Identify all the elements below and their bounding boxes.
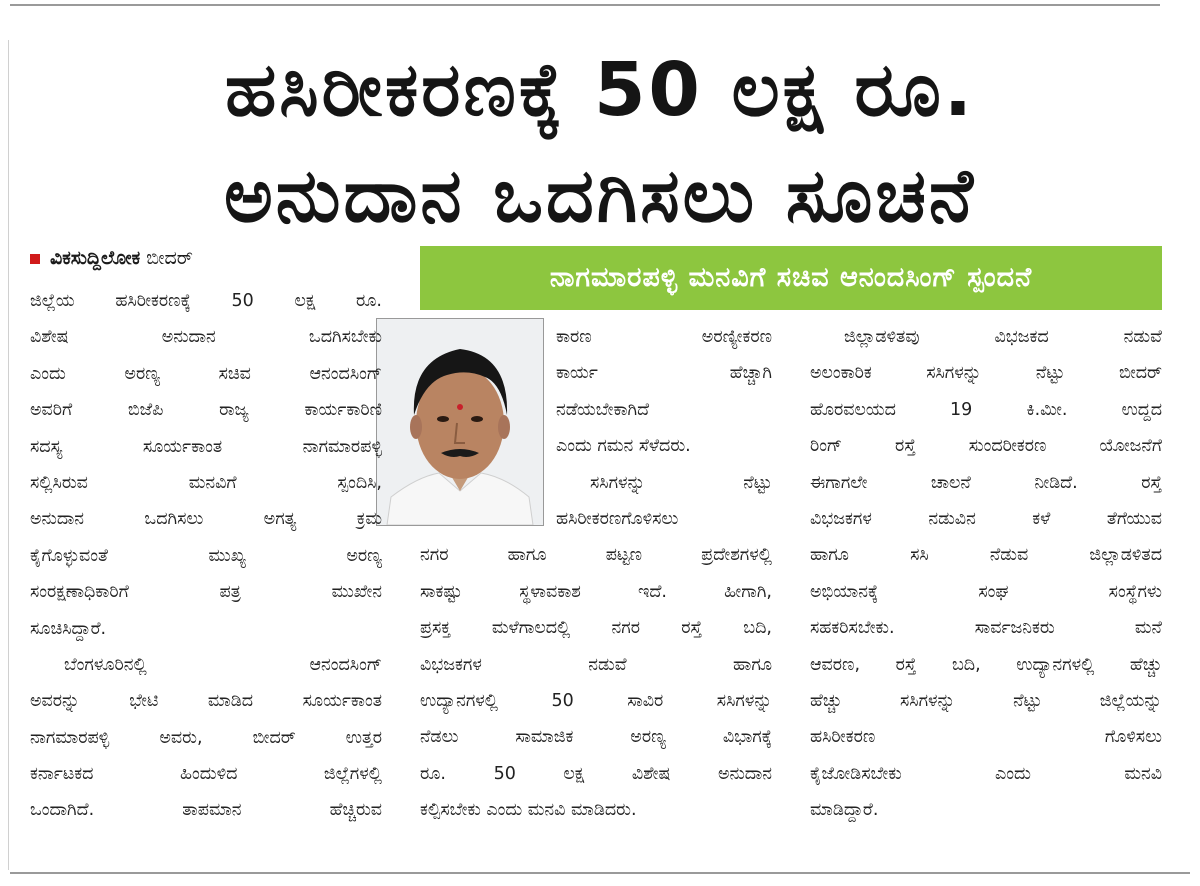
text-line: ಈಗಾಗಲೇ ಚಾಲನೆ ನೀಡಿದೆ. ರಸ್ತೆ [810,472,1162,493]
text-line: ಬೆಂಗಳೂರಿನಲ್ಲಿ ಆನಂದಸಿಂಗ್ [64,654,382,675]
text-line: ಕರ್ನಾಟಕದ ಹಿಂದುಳಿದ ಜಿಲ್ಲೆಗಳಲ್ಲಿ [30,764,382,785]
text-line: ಹಸಿರೀಕರಣಗೊಳಿಸಲು [556,508,679,529]
text-line: ಹಾಗೂ ಸಸಿ ನೆಡುವ ಜಿಲ್ಲಾಡಳಿತದ [810,545,1162,566]
text-line: ಪ್ರಸಕ್ತ ಮಳೆಗಾಲದಲ್ಲಿ ನಗರ ರಸ್ತೆ ಬದಿ, [420,618,772,639]
text-line: ಸಹಕರಿಸಬೇಕು. ಸಾರ್ವಜನಿಕರು ಮನೆ [810,618,1162,639]
text-line: ನೆಡಲು ಸಾಮಾಜಿಕ ಅರಣ್ಯ ವಿಭಾಗಕ್ಕೆ [420,727,772,748]
left-margin-line [8,40,9,870]
text-line: ಸದಸ್ಯ ಸೂರ್ಯಕಾಂತ ನಾಗಮಾರಪಳ್ಳಿ [30,436,382,457]
bottom-rule [10,872,1190,874]
text-line: ಕೈಜೋಡಿಸಬೇಕು ಎಂದು ಮನವಿ [810,763,1162,784]
text-line: ರಿಂಗ್ ರಸ್ತೆ ಸುಂದರೀಕರಣ ಯೋಜನೆಗೆ [810,436,1162,457]
headline-line-1: ಹಸಿರೀಕರಣಕ್ಕೆ 50 ಲಕ್ಷ ರೂ. [225,47,975,133]
byline [30,246,193,270]
text-line: ಹೆಚ್ಚು ಸಸಿಗಳನ್ನು ನೆಟ್ಟು ಜಿಲ್ಲೆಯನ್ನು [810,690,1162,711]
text-line: ಅವರಿಗೆ ಬಿಜೆಪಿ ರಾಜ್ಯ ಕಾರ್ಯಕಾರಿಣಿ [30,400,382,421]
text-line: ಅನುದಾನ ಒದಗಿಸಲು ಅಗತ್ಯ ಕ್ರಮ [30,509,382,530]
text-line: ಹೊರವಲಯದ 19 ಕಿ.ಮೀ. ಉದ್ದದ [810,399,1162,420]
headline-line-2: ಅನುದಾನ ಒದಗಿಸಲು ಸೂಚನೆ [224,153,976,239]
text-line: ಹಸಿರೀಕರಣ ಗೊಳಿಸಲು [810,727,1162,748]
text-line: ಜಿಲ್ಲಾಡಳಿತವು ವಿಭಜಕದ ನಡುವೆ [844,327,1162,347]
text-line: ಉದ್ಯಾನಗಳಲ್ಲಿ 50 ಸಾವಿರ ಸಸಿಗಳನ್ನು [420,690,772,711]
article-column-2 [420,319,772,828]
text-line: ನಾಗಮಾರಪಳ್ಳಿ ಅವರು, ಬೀದರ್ ಉತ್ತರ [30,727,382,748]
subheadline-banner: ನಾಗಮಾರಪಳ್ಳಿ ಮನವಿಗೆ ಸಚಿವ ಆನಂದಸಿಂಗ್ ಸ್ಪಂದನೆ [420,246,1162,310]
text-line: ಸಸಿಗಳನ್ನು ನೆಟ್ಟು [590,472,772,493]
text-line: ನಡೆಯಬೇಕಾಗಿದೆ [556,399,650,420]
text-line: ಕಾರ್ಯ ಹೆಚ್ಚಾಗಿ [556,363,772,384]
text-line: ಎಂದು ಅರಣ್ಯ ಸಚಿವ ಆನಂದಸಿಂಗ್ [30,363,382,384]
text-line: ಅವರನ್ನು ಭೇಟಿ ಮಾಡಿದ ಸೂರ್ಯಕಾಂತ [30,691,382,712]
text-line: ಆವರಣ, ರಸ್ತೆ ಬದಿ, ಉದ್ಯಾನಗಳಲ್ಲಿ ಹೆಚ್ಚು [810,654,1162,675]
text-line: ಸಲ್ಲಿಸಿರುವ ಮನವಿಗೆ ಸ್ಪಂದಿಸಿ, [30,472,382,493]
article-column-1 [30,283,382,829]
text-line: ಸೂಚಿಸಿದ್ದಾರೆ. [30,618,107,639]
article-column-3 [810,319,1162,828]
text-line: ಸಾಕಷ್ಟು ಸ್ಥಳಾವಕಾಶ ಇದೆ. ಹೀಗಾಗಿ, [420,581,772,602]
text-line: ಸಂರಕ್ಷಣಾಧಿಕಾರಿಗೆ ಪತ್ರ ಮುಖೇನ [30,582,382,603]
text-line: ಎಂದು ಗಮನ ಸೆಳೆದರು. [556,436,691,457]
text-line: ಒಂದಾಗಿದೆ. ತಾಪಮಾನ ಹೆಚ್ಚಿರುವ [30,800,382,821]
byline-source: ವಿಕಸುದ್ದಿಲೋಕ [50,247,141,269]
text-line: ಮಾಡಿದ್ದಾರೆ. [810,800,879,821]
text-line: ರೂ. 50 ಲಕ್ಷ ವಿಶೇಷ ಅನುದಾನ [420,763,772,784]
text-line: ವಿಭಜಕಗಳ ನಡುವೆ ಹಾಗೂ [420,654,772,675]
byline-place: ಬೀದರ್ [146,247,193,269]
text-line: ಅಲಂಕಾರಿಕ ಸಸಿಗಳನ್ನು ನೆಟ್ಟು ಬೀದರ್ [810,363,1162,384]
text-line: ಕಲ್ಪಿಸಬೇಕು ಎಂದು ಮನವಿ ಮಾಡಿದರು. [420,800,637,821]
text-line: ನಗರ ಹಾಗೂ ಪಟ್ಟಣ ಪ್ರದೇಶಗಳಲ್ಲಿ [420,545,772,566]
byline-bullet-icon [30,254,40,264]
text-line: ಕಾರಣ ಅರಣ್ಯೀಕರಣ [556,327,772,347]
text-line: ಜಿಲ್ಲೆಯ ಹಸಿರೀಕರಣಕ್ಕೆ 50 ಲಕ್ಷ ರೂ. [30,291,382,311]
text-line: ವಿಭಜಕಗಳ ನಡುವಿನ ಕಳೆ ತೆಗೆಯುವ [810,508,1162,529]
text-line: ಅಭಿಯಾನಕ್ಕೆ ಸಂಘ ಸಂಸ್ಥೆಗಳು [810,581,1162,602]
top-rule [10,4,1160,6]
text-line: ಕೈಗೊಳ್ಳುವಂತೆ ಮುಖ್ಯ ಅರಣ್ಯ [30,545,382,566]
text-line: ವಿಶೇಷ ಅನುದಾನ ಒದಗಿಸಬೇಕು [30,327,382,348]
